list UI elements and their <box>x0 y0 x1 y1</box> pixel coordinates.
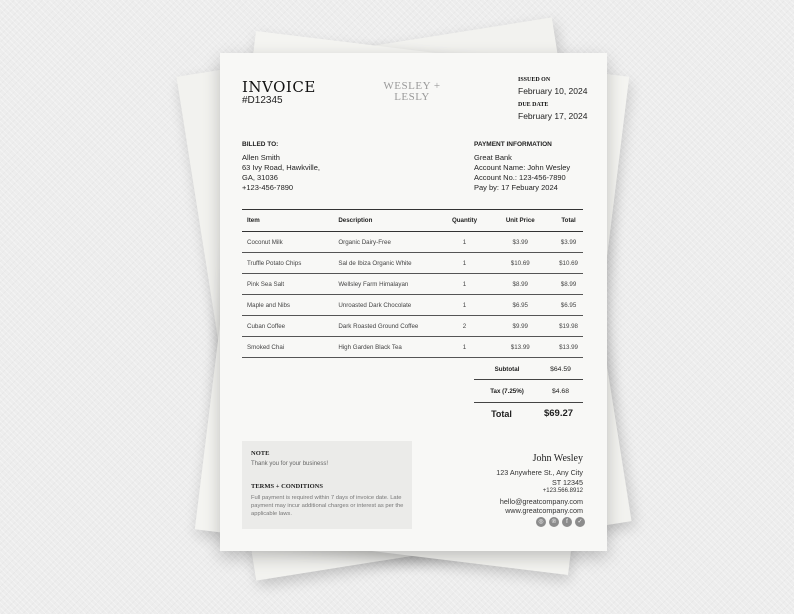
tax-label: Tax (7.25%) <box>490 388 524 395</box>
invoice-page <box>220 53 607 551</box>
cell-item: Smoked Chai <box>242 337 333 358</box>
invoice-title: INVOICE <box>242 78 316 96</box>
cell-quantity: 1 <box>443 337 487 358</box>
sender-address-1: 123 Anywhere St., Any City <box>496 468 583 477</box>
cell-unit-price: $6.95 <box>486 295 554 316</box>
sender-website[interactable]: www.greatcompany.com <box>505 506 583 515</box>
summary-divider <box>474 379 583 380</box>
cell-unit-price: $9.99 <box>486 316 554 337</box>
payment-info-block <box>474 140 570 193</box>
header-unit-price: Unit Price <box>486 210 554 232</box>
billed-to-block <box>242 140 320 193</box>
social-icons <box>525 517 585 527</box>
cell-unit-price: $10.69 <box>486 253 554 274</box>
cell-unit-price: $8.99 <box>486 274 554 295</box>
due-label: DUE DATE <box>518 102 549 108</box>
table-row <box>242 274 583 295</box>
terms-heading: TERMS + CONDITIONS <box>251 483 323 490</box>
cell-total: $8.99 <box>554 274 583 295</box>
payment-pay-by: Pay by: 17 Febuary 2024 <box>474 183 558 192</box>
cell-description: Sal de Ibiza Organic White <box>333 253 442 274</box>
billed-phone: +123-456-7890 <box>242 183 294 192</box>
payment-heading: PAYMENT INFORMATION <box>474 141 552 148</box>
cell-quantity: 1 <box>443 295 487 316</box>
items-table <box>242 209 583 358</box>
instagram-icon[interactable]: ◎ <box>536 517 546 527</box>
header-total: Total <box>554 210 583 232</box>
table-header-row <box>242 210 583 232</box>
subtotal-value: $64.59 <box>550 366 571 373</box>
sender-name: John Wesley <box>532 453 583 464</box>
header-quantity: Quantity <box>443 210 487 232</box>
pinterest-icon[interactable]: ℗ <box>549 517 559 527</box>
due-date: February 17, 2024 <box>518 111 588 121</box>
billed-to-heading: BILLED TO: <box>242 141 279 148</box>
cell-item: Maple and Nibs <box>242 295 333 316</box>
cell-total: $19.98 <box>554 316 583 337</box>
invoice-number: #D12345 <box>242 95 283 106</box>
sender-email[interactable]: hello@greatcompany.com <box>499 496 583 506</box>
cell-item: Cuban Coffee <box>242 316 333 337</box>
payment-account-name: Account Name: John Wesley <box>474 163 571 172</box>
payment-bank: Great Bank <box>474 153 512 162</box>
cell-description: Organic Dairy-Free <box>333 232 442 253</box>
billed-name: Allen Smith <box>242 153 280 162</box>
total-value: $69.27 <box>543 408 574 419</box>
issued-label: ISSUED ON <box>518 77 551 83</box>
header-item: Item <box>242 210 333 232</box>
table-row <box>242 232 583 253</box>
cell-total: $3.99 <box>554 232 583 253</box>
cell-quantity: 1 <box>443 253 487 274</box>
summary-divider <box>474 402 583 403</box>
cell-item: Coconut Milk <box>242 232 333 253</box>
facebook-icon[interactable]: f <box>562 517 572 527</box>
billed-address-2: GA, 31036 <box>242 173 278 182</box>
cell-unit-price: $3.99 <box>486 232 554 253</box>
total-label: Total <box>491 409 512 419</box>
brand-line-2: LESLY <box>394 91 430 103</box>
issued-date: February 10, 2024 <box>518 86 588 96</box>
table-row <box>242 316 583 337</box>
cell-unit-price: $13.99 <box>486 337 554 358</box>
cell-total: $10.69 <box>554 253 583 274</box>
terms-text: Full payment is required within 7 days of invoice date. Late payment may incur additional charges or interest as per the applicable laws. <box>251 495 404 517</box>
brand-line-1: WESLEY + <box>383 80 441 92</box>
table-row <box>242 337 583 358</box>
cell-description: High Garden Black Tea <box>333 337 442 358</box>
tax-value: $4.68 <box>551 388 569 395</box>
table-row <box>242 295 583 316</box>
cell-description: Wellsley Farm Himalayan <box>333 274 442 295</box>
cell-quantity: 1 <box>443 232 487 253</box>
note-text: Thank you for your business! <box>251 461 329 467</box>
cell-total: $13.99 <box>554 337 583 358</box>
cell-description: Dark Roasted Ground Coffee <box>333 316 442 337</box>
payment-account-no: Account No.: 123-456-7890 <box>474 173 566 182</box>
cell-item: Truffle Potato Chips <box>242 253 333 274</box>
cell-item: Pink Sea Salt <box>242 274 333 295</box>
sender-contact <box>460 468 583 516</box>
cell-quantity: 1 <box>443 274 487 295</box>
header-description: Description <box>333 210 442 232</box>
billed-address-1: 63 Ivy Road, Hawkville, <box>242 163 320 172</box>
brand-logo <box>370 81 454 103</box>
cell-description: Unroasted Dark Chocolate <box>333 295 442 316</box>
table-row <box>242 253 583 274</box>
subtotal-label: Subtotal <box>494 366 520 373</box>
twitter-icon[interactable]: ✓ <box>575 517 585 527</box>
cell-quantity: 2 <box>443 316 487 337</box>
sender-phone: +123.566.8912 <box>542 488 583 494</box>
note-box <box>242 441 412 529</box>
cell-total: $6.95 <box>554 295 583 316</box>
note-heading: NOTE <box>251 450 270 457</box>
sender-address-2: ST 12345 <box>551 477 583 487</box>
